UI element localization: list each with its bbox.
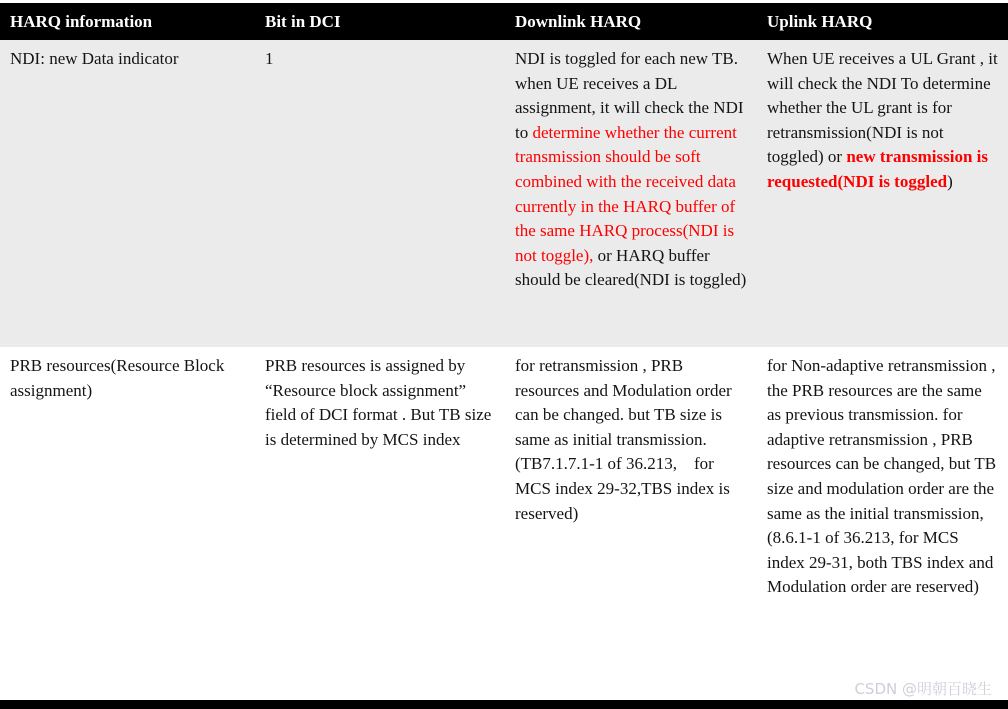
column-header-bit-in-dci: Bit in DCI (255, 3, 505, 40)
harq-table (0, 3, 1008, 700)
watermark: CSDN @明朝百晓生 (854, 680, 992, 698)
cell-downlink-harq (505, 40, 757, 347)
column-header-uplink-harq: Uplink HARQ (757, 3, 1008, 40)
text-segment: or HARQ buffer should be cleared(NDI is toggled) (515, 245, 747, 290)
cell-uplink-harq (757, 40, 1008, 347)
highlighted-text-segment: determine whether the current transmission should be soft combined with the received data currently in the HARQ buffer of the same HARQ process(NDI is not toggle), (515, 122, 737, 265)
column-header-downlink-harq: Downlink HARQ (505, 3, 757, 40)
highlighted-text-segment: new transmission is requested(NDI is toggled (767, 147, 989, 191)
cell-bit-in-dci: 1 (265, 49, 274, 68)
table-row-ndi (0, 40, 1008, 347)
cell-downlink-harq: for retransmission , PRB resources and Modulation order can be changed. but TB size is same as initial transmission. (TB7.1.7.1-1 of 36.213, for MCS index 29-32,TBS index is reserved) (515, 356, 732, 523)
bottom-bar (0, 700, 1008, 709)
table-header-row (0, 3, 1008, 40)
text-segment: ) (947, 171, 953, 191)
cell-harq-information: NDI: new Data indicator (10, 49, 179, 68)
cell-harq-information: PRB resources(Resource Block assignment) (10, 356, 225, 400)
text-segment: When UE receives a UL Grant , it will check the NDI To determine whether the UL grant is for retransmission(NDI is not toggled) or (767, 49, 998, 167)
column-header-harq-information: HARQ information (0, 3, 255, 40)
table-row-prb (0, 347, 1008, 700)
cell-uplink-harq: for Non-adaptive retransmission , the PRB resources are the same as previous transmission. for adaptive retransmission , PRB resources can be changed, but TB size and modulation order are the same as the initial transmission,(8.6.1-1 of 36.213, for MCS index 29-31, both TBS index and Modulation order are reserved) (767, 356, 997, 597)
cell-bit-in-dci: PRB resources is assigned by “Resource block assignment” field of DCI format . But TB size is determined by MCS index (265, 356, 492, 449)
text-segment: NDI is toggled for each new TB. when UE receives a DL assignment, it will check the NDI to (515, 49, 744, 142)
